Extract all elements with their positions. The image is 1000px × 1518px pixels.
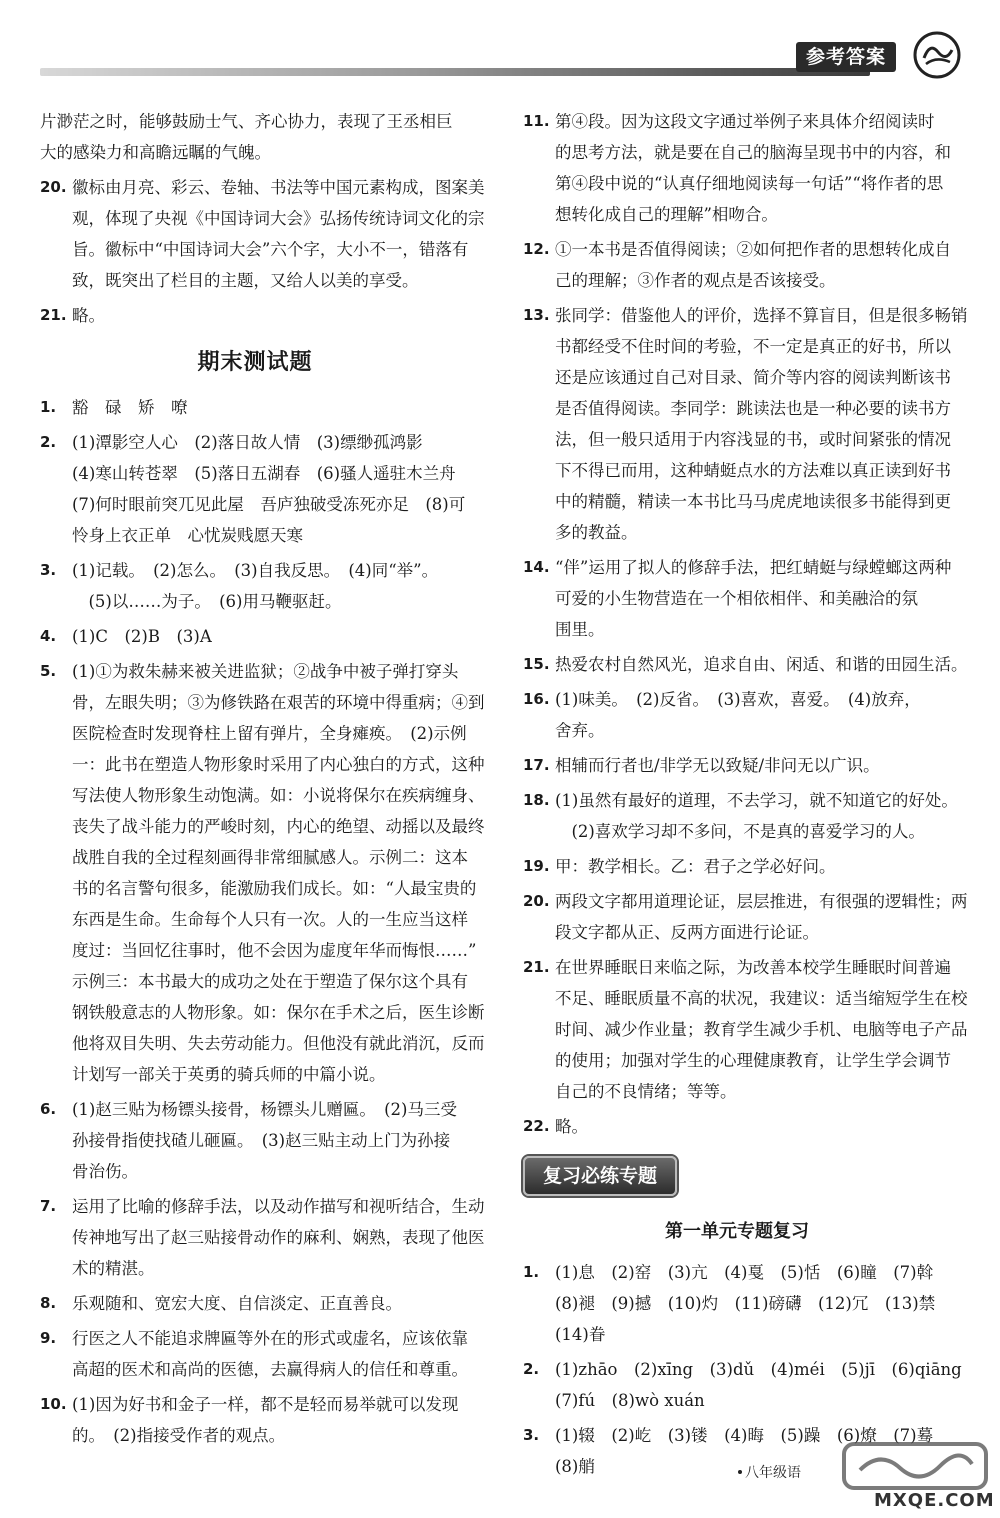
answer-item-9: 9. 行医之人不能追求牌匾等外在的形式或虚名，应该依靠 高超的医术和高尚的医德，去赢得病人的信任和尊重。 — [40, 1329, 468, 1379]
answer-item-20: 20. 徽标由月亮、彩云、卷轴、书法等中国元素构成，图案美 观，体现了央视《中国诗词大会》弘扬传统诗词文化的宗 旨。徽标中“中国诗词大会”六个字，大小不一，错落有 致，既突出了栏目的主题，又给人以美的享受。 — [40, 178, 485, 290]
footer-grade-label: 八年级语 — [745, 1465, 801, 1481]
answer-item-10: 10. (1)因为好书和金子一样，都不是轻而易举就可以发现 的。 (2)指接受作者的观点。 — [40, 1395, 459, 1445]
answer-item-21b: 21. 在世界睡眠日来临之际，为改善本校学生睡眠时间普遍 不足、睡眠质量不高的状况，我建议：适当缩短学生在校 时间、减少作业量；教育学生减少手机、电脑等电子产品 的使用；加强对学生的心理健康教育，让学生学会调节 自己的不良情绪；等等。 — [523, 958, 968, 1101]
answer-item-12: 12. ①一本书是否值得阅读；②如何把作者的思想转化成自 己的理解；③作者的观点是否该接受。 — [523, 240, 951, 290]
answer-item-16: 16. (1)味美。 (2)反省。 (3)喜欢，喜爱。 (4)放弃， 舍弃。 — [523, 690, 921, 740]
answer-item-8: 8. 乐观随和、宽宏大度、自信淡定、正直善良。 — [40, 1294, 402, 1313]
answer-key-badge: 参考答案 — [796, 42, 896, 72]
answer-item-3: 3. (1)记载。 (2)怎么。 (3)自我反思。 (4)同“举”。 (5)以……为子。 (6)用马鞭驱赶。 — [40, 561, 439, 611]
answer-item-21: 21. 略。 — [40, 306, 105, 325]
answer-item-6: 6. (1)赵三贴为杨镖头接骨，杨镖头儿赠匾。 (2)马三受 孙接骨指使找碴儿砸匾。 (3)赵三贴主动上门为孙接 骨治伤。 — [40, 1100, 457, 1181]
continued-text: 片渺茫之时，能够鼓励士气、齐心协力，表现了王丞相巨 大的感染力和高瞻远瞩的气魄。 — [40, 112, 453, 162]
answer-item-5: 5. (1)①为救朱赫来被关进监狱；②战争中被子弹打穿头 骨，左眼失明；③为修铁路在艰苦的环境中得重病；④到 医院检查时发现脊柱上留有弹片，全身瘫痪。 (2)示例 一：此书在塑造人物形象时采用了内心独白的方式，这种 写法使人物形象生动饱满。如：小说将保尔在疾病缠身、 丧失了战斗能力的严峻时刻，内心的绝望、动摇以及最终 战胜自我的全过程刻画得非常细腻感人。示例二：这本 书的名言警句很多，能激励我们成长。如：“人最宝贵的 东西是生命。生命每个人只有一次。人的一生应当这样 度过：当回忆往事时，他不会因为虚度年华而悔恨……” 示例三：本书最大的成功之处在于塑造了保尔这个具有 钢铁般意志的人物形象。如：保尔在手术之后，医生诊断 他将双目失明、失去劳动能力。但他没有就此消沉，反而 计划写一部关于英勇的骑兵师的中篇小说。 — [40, 662, 485, 1084]
answer-item-19: 19. 甲：教学相长。乙：君子之学必好问。 — [523, 857, 836, 876]
answer-item-17: 17. 相辅而行者也/非学无以致疑/非问无以广识。 — [523, 756, 880, 775]
watermark-text: MXQE.COM — [874, 1490, 995, 1511]
answer-item-20b: 20. 两段文字都用道理论证，层层推进，有很强的逻辑性；两 段文字都从正、反两方面进行论证。 — [523, 892, 968, 942]
answer-item-14: 14. “伴”运用了拟人的修辞手法，把红蜻蜓与绿螳螂这两种 可爱的小生物营造在一个相依相伴、和美融洽的氛 围里。 — [523, 558, 952, 639]
answer-item-13: 13. 张同学：借鉴他人的评价，选择不算盲目，但是很多畅销 书都经受不住时间的考验，不一定是真正的好书，所以 还是应该通过自己对目录、简介等内容的阅读判断该书 是否值得阅读。李同学：跳读法也是一种必要的读书方 法，但一般只适用于内容浅显的书，或时间紧张的情况 下不得已而用，这种蜻蜓点水的方法难以真正读到好书 中的精髓，精读一本书比马马虎虎地读很多书能得到更 多的教益。 — [523, 306, 968, 542]
review-item-1: 1. (1)息 (2)窑 (3)亢 (4)戛 (5)恬 (6)瞳 (7)斡 (8)褪 (9)撼 (10)灼 (11)磅礴 (12)冗 (13)禁 (14)眷 — [523, 1263, 936, 1344]
answer-item-11: 11. 第④段。因为这段文字通过举例子来具体介绍阅读时 的思考方法，就是要在自己的脑海呈现书中的内容，和 第④段中说的“认真仔细地阅读每一句话”“将作者的思 想转化成自己的理解”相吻合。 — [523, 112, 951, 224]
answer-item-1: 1. 豁 碌 矫 嘹 — [40, 398, 188, 417]
footer-dot — [738, 1470, 742, 1474]
right-column — [523, 106, 968, 1486]
answer-item-7: 7. 运用了比喻的修辞手法，以及动作描写和视听结合，生动 传神地写出了赵三贴接骨动作的麻利、娴熟，表现了他医 术的精湛。 — [40, 1197, 485, 1278]
answer-item-18: 18. (1)虽然有最好的道理，不去学习，就不知道它的好处。 (2)喜欢学习却不多问，不是真的喜爱学习的人。 — [523, 791, 958, 841]
answer-item-4: 4. (1)C (2)B (3)A — [40, 627, 212, 646]
review-item-2: 2. (1)zhāo (2)xīng (3)dǔ (4)méi (5)jī (6)qiāng (7)fú (8)wò xuán — [523, 1360, 962, 1410]
review-item-3: 3. (1)辍 (2)屹 (3)镂 (4)晦 (5)躁 (6)燎 (7)蓦 (8)艄 — [523, 1426, 934, 1476]
left-column — [40, 106, 485, 1455]
answer-item-22: 22. 略。 — [523, 1117, 588, 1136]
review-section-banner: 复习必练专题 — [523, 1156, 677, 1196]
answer-item-2: 2. (1)潭影空人心 (2)落日故人情 (3)缥缈孤鸿影 (4)寒山转苍翠 (5)落日五湖春 (6)骚人遥驻木兰舟 (7)何时眼前突兀见此屋 吾庐独破受冻死亦足 (8)可 怜身上衣正单 心忧炭贱愿天寒 — [40, 433, 466, 545]
header-logo-icon — [912, 30, 962, 80]
unit-one-review-title: 第一单元专题复习 — [665, 1221, 809, 1242]
answer-item-15: 15. 热爱农村自然风光，追求自由、闲适、和谐的田园生活。 — [523, 655, 968, 674]
section-title-final-test: 期末测试题 — [197, 350, 313, 375]
header-rule — [40, 68, 870, 76]
